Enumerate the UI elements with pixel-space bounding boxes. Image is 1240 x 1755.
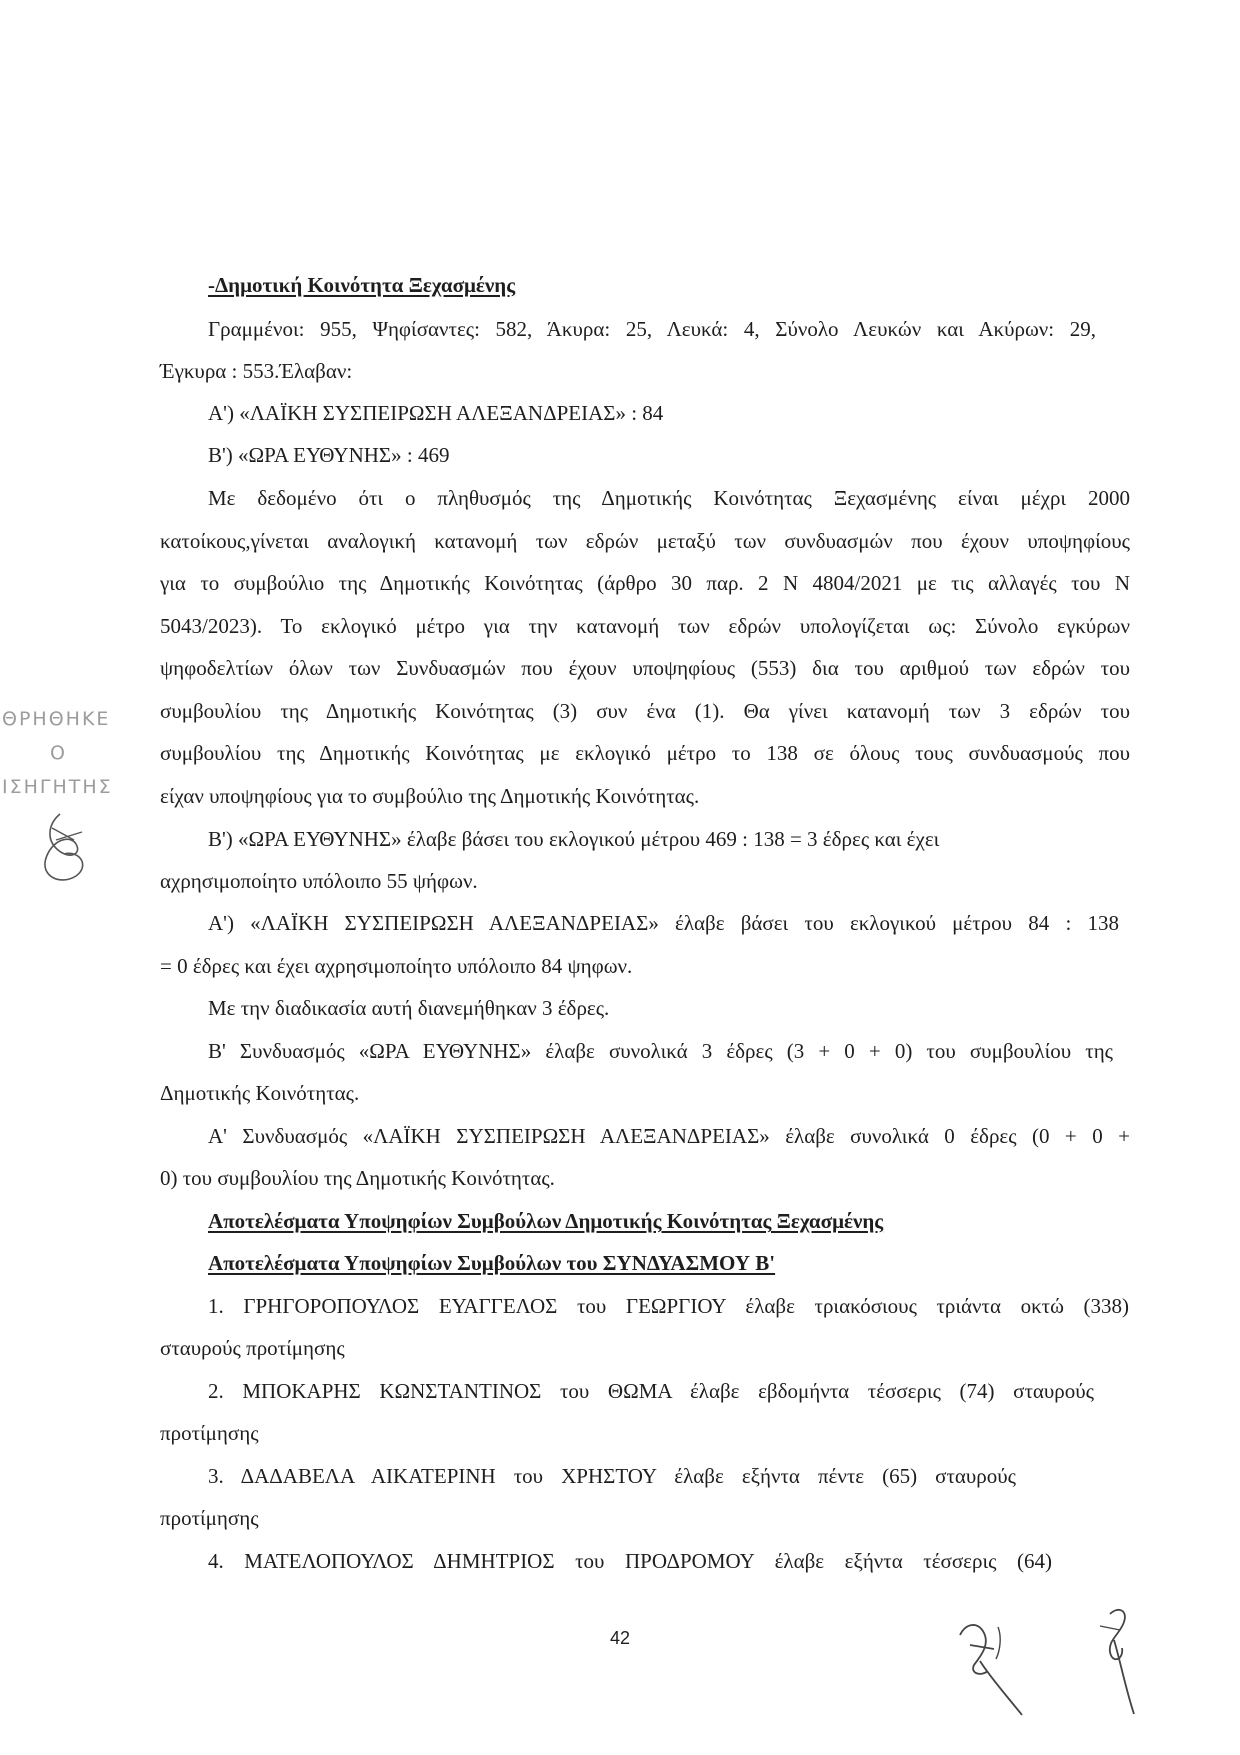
results-heading: Αποτελέσματα Υποψηφίων Συμβούλων του ΣΥΝΔΥΑΣΜΟΥ Β' bbox=[208, 1251, 776, 1275]
paragraph-line: = 0 έδρες και έχει αχρησιμοποίητο υπόλοιπο 84 ψηφων. bbox=[160, 954, 633, 978]
paragraph-line: για το συμβούλιο της Δημοτικής Κοινότητας (άρθρο 30 παρ. 2 Ν 4804/2021 με τις αλλαγές του Ν bbox=[160, 571, 1130, 595]
paragraph-line: Α') «ΛΑΪΚΗ ΣΥΣΠΕΙΡΩΣΗ ΑΛΕΞΑΝΔΡΕΙΑΣ» έλαβε βάσει του εκλογικού μέτρου 84 : 138 bbox=[208, 911, 1119, 935]
paragraph-line: Με δεδομένο ότι ο πληθυσμός της Δημοτικής Κοινότητας Ξεχασμένης είναι μέχρι 2000 bbox=[208, 486, 1130, 510]
paragraph-line: Με την διαδικασία αυτή διανεμήθηκαν 3 έδρες. bbox=[208, 996, 610, 1020]
paragraph-line: Β') «ΩΡΑ ΕΥΘΥΝΗΣ» έλαβε βάσει του εκλογικού μέτρου 469 : 138 = 3 έδρες και έχει bbox=[208, 827, 940, 851]
candidate-line: 2. ΜΠΟΚΑΡΗΣ ΚΩΝΣΤΑΝΤΙΝΟΣ του ΘΩΜΑ έλαβε εβδομήντα τέσσερις (74) σταυρούς bbox=[208, 1379, 1094, 1403]
paragraph-line: 5043/2023). Το εκλογικό μέτρο για την κατανομή των εδρών υπολογίζεται ως: Σύνολο εγκύρων bbox=[160, 614, 1130, 638]
candidate-line: 1. ΓΡΗΓΟΡΟΠΟΥΛΟΣ ΕΥΑΓΓΕΛΟΣ του ΓΕΩΡΓΙΟΥ έλαβε τριακόσιους τριάντα οκτώ (338) bbox=[208, 1294, 1129, 1318]
candidate-line: 3. ΔΑΔΑΒΕΛΑ ΑΙΚΑΤΕΡΙΝΗ του ΧΡΗΣΤΟΥ έλαβε εξήντα πέντε (65) σταυρούς bbox=[208, 1464, 1016, 1488]
paragraph-line: αχρησιμοποίητο υπόλοιπο 55 ψήφων. bbox=[160, 869, 478, 893]
stats-line: Γραμμένοι: 955, Ψηφίσαντες: 582, Άκυρα: 25, Λευκά: 4, Σύνολο Λευκών και Ακύρων: 29, bbox=[208, 317, 1096, 341]
signature-mark bbox=[1090, 1600, 1150, 1720]
stamp-line: ΙΣΗΓΗΤΗΣ bbox=[2, 776, 113, 798]
party-b-votes: Β') «ΩΡΑ ΕΥΘΥΝΗΣ» : 469 bbox=[208, 443, 450, 467]
candidate-line: σταυρούς προτίμησης bbox=[160, 1336, 345, 1360]
candidate-line: προτίμησης bbox=[160, 1506, 259, 1530]
paragraph-line: Β' Συνδυασμός «ΩΡΑ ΕΥΘΥΝΗΣ» έλαβε συνολικά 3 έδρες (3 + 0 + 0) του συμβουλίου της bbox=[208, 1039, 1113, 1063]
page-number: 42 bbox=[609, 1628, 631, 1648]
section-heading: -Δημοτική Κοινότητα Ξεχασμένης bbox=[208, 273, 516, 297]
stamp-line: Ο bbox=[50, 742, 67, 764]
party-a-votes: Α') «ΛΑΪΚΗ ΣΥΣΠΕΙΡΩΣΗ ΑΛΕΞΑΝΔΡΕΙΑΣ» : 84 bbox=[208, 401, 664, 425]
candidate-line: προτίμησης bbox=[160, 1421, 259, 1445]
results-heading: Αποτελέσματα Υποψηφίων Συμβούλων Δημοτικής Κοινότητας Ξεχασμένης bbox=[208, 1209, 884, 1233]
paragraph-line: Δημοτικής Κοινότητας. bbox=[160, 1081, 360, 1105]
stats-line: Έγκυρα : 553.Έλαβαν: bbox=[160, 359, 353, 383]
paragraph-line: 0) του συμβουλίου της Δημοτικής Κοινότητας. bbox=[160, 1166, 555, 1190]
signature-mark bbox=[30, 810, 100, 890]
stamp-line: ΘΡΗΘΗΚΕ bbox=[2, 708, 111, 730]
reviewer-stamp bbox=[0, 700, 150, 860]
paragraph-line: ψηφοδελτίων όλων των Συνδυασμών που έχουν υποψηφίους (553) δια του αριθμού των εδρών του bbox=[160, 656, 1130, 680]
paragraph-line: Α' Συνδυασμός «ΛΑΪΚΗ ΣΥΣΠΕΙΡΩΣΗ ΑΛΕΞΑΝΔΡΕΙΑΣ» έλαβε συνολικά 0 έδρες (0 + 0 + bbox=[208, 1124, 1130, 1148]
paragraph-line: κατοίκους,γίνεται αναλογική κατανομή των εδρών μεταξύ των συνδυασμών που έχουν υποψηφίους bbox=[160, 529, 1130, 553]
candidate-line: 4. ΜΑΤΕΛΟΠΟΥΛΟΣ ΔΗΜΗΤΡΙΟΣ του ΠΡΟΔΡΟΜΟΥ έλαβε εξήντα τέσσερις (64) bbox=[208, 1549, 1052, 1573]
paragraph-line: συμβουλίου της Δημοτικής Κοινότητας (3) συν ένα (1). Θα γίνει κατανομή των 3 εδρών του bbox=[160, 699, 1130, 723]
paragraph-line: συμβουλίου της Δημοτικής Κοινότητας με εκλογικό μέτρο το 138 σε όλους τους συνδυασμούς που bbox=[160, 741, 1130, 765]
paragraph-line: είχαν υποψηφίους για το συμβούλιο της Δημοτικής Κοινότητας. bbox=[160, 784, 700, 808]
signature-initials bbox=[950, 1615, 1050, 1725]
